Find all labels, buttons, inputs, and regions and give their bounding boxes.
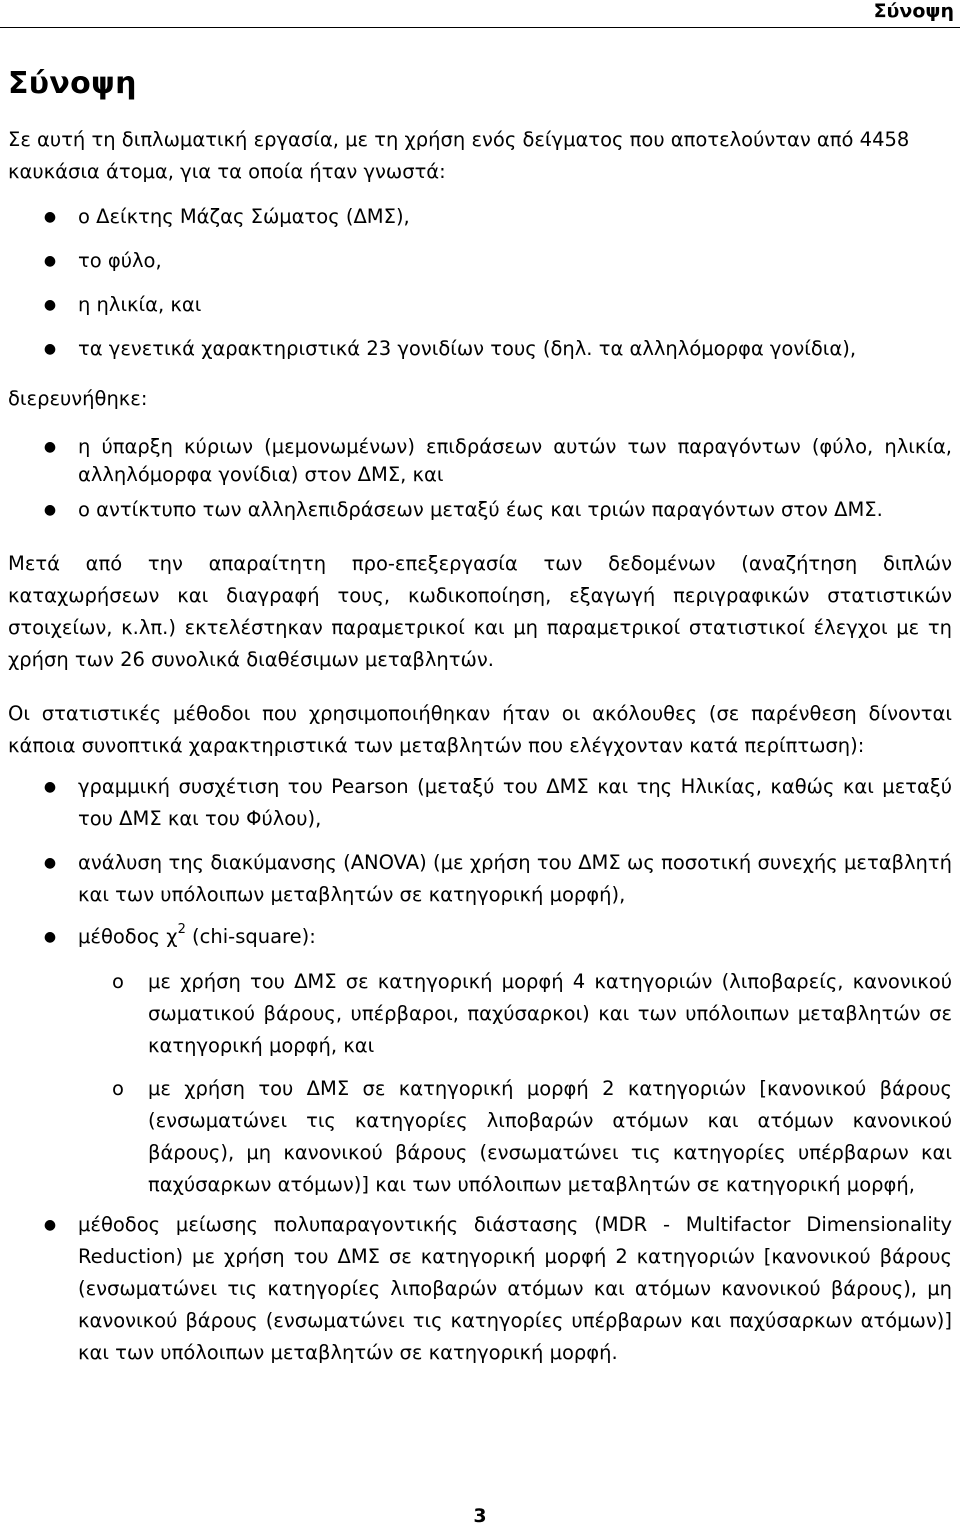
intro-paragraph: Σε αυτή τη διπλωματική εργασία, με τη χρήση ενός δείγματος που αποτελούνταν από 4458 καυκάσια άτομα, για τα οποία ήταν γνωστά: (8, 128, 910, 183)
running-header-title: Σύνοψη (873, 0, 954, 22)
running-header (0, 0, 960, 28)
chi-prefix: μέθοδος χ (78, 925, 178, 948)
bullet-icon: ● (43, 253, 57, 269)
list-item-text: η ηλικία, και (78, 293, 202, 316)
list-item-text: ο Δείκτης Μάζας Σώματος (ΔΜΣ), (78, 205, 410, 228)
investigated-label: διερευνήθηκε: (8, 387, 148, 410)
chi-suffix: (chi-square): (185, 925, 316, 948)
circle-bullet-icon: o (112, 970, 124, 993)
page-number: 3 (473, 1505, 487, 1527)
page-title: Σύνοψη (8, 66, 137, 101)
bullet-icon: ● (43, 341, 57, 357)
list-item-text: το φύλο, (78, 249, 162, 272)
preprocessing-paragraph: Μετά από την απαραίτητη προ-επεξεργασία των δεδομένων (αναζήτηση διπλών καταχωρήσεων και διαγραφή τους, κωδικοποίηση, εξαγωγή περιγραφικών στατιστικών στοιχείων, κ.λπ.) εκτελέστηκαν παραμετρικοί και μη παραμετρικοί στατιστικοί έλεγχοι με τη χρήση των 26 συνολικά διαθέσιμων μεταβλητών. (8, 552, 952, 671)
sub-list-item-text: με χρήση του ΔΜΣ σε κατηγορική μορφή 2 κατηγοριών [κανονικού βάρους (ενσωματώνει τις κατηγορίες λιποβαρών ατόμων και ατόμων κανονικού βάρους), μη κανονικού βάρους (ενσωματώνει τις κατηγορίες υπέρβαρων και παχύσαρκων ατόμων)] και των υπόλοιπων μεταβλητών σε κατηγορική μορφή, (148, 1077, 952, 1196)
bullet-icon: ● (43, 439, 57, 455)
list-item-text: γραμμική συσχέτιση του Pearson (μεταξύ του ΔΜΣ και της Ηλικίας, καθώς και μεταξύ του ΔΜΣ και του Φύλου), (78, 775, 952, 830)
bullet-icon: ● (43, 297, 57, 313)
bullet-icon: ● (43, 502, 57, 518)
list-item-text: η ύπαρξη κύριων (μεμονωμένων) επιδράσεων αυτών των παραγόντων (φύλο, ηλικία, αλληλόμορφα γονίδια) στον ΔΜΣ, και (78, 435, 952, 486)
bullet-icon: ● (43, 929, 57, 945)
circle-bullet-icon: o (112, 1077, 124, 1100)
methods-intro-paragraph: Οι στατιστικές μέθοδοι που χρησιμοποιήθηκαν ήταν οι ακόλουθες (σε παρένθεση δίνονται κάποια συνοπτικά χαρακτηριστικά των μεταβλητών που ελέγχονταν κατά περίπτωση): (8, 702, 952, 757)
bullet-icon: ● (43, 209, 57, 225)
list-item-text: ο αντίκτυπο των αλληλεπιδράσεων μεταξύ έως και τριών παραγόντων στον ΔΜΣ. (78, 498, 883, 521)
list-item-text: ανάλυση της διακύμανσης (ANOVA) (με χρήση του ΔΜΣ ως ποσοτική συνεχής μεταβλητή και των υπόλοιπων μεταβλητών σε κατηγορική μορφή), (78, 851, 952, 906)
list-item-text (78, 921, 952, 953)
list-item-text: τα γενετικά χαρακτηριστικά 23 γονιδίων τους (δηλ. τα αλληλόμορφα γονίδια), (78, 337, 857, 360)
chi-superscript: 2 (177, 921, 186, 937)
bullet-icon: ● (43, 1217, 57, 1233)
bullet-icon: ● (43, 779, 57, 795)
sub-list-item-text: με χρήση του ΔΜΣ σε κατηγορική μορφή 4 κατηγοριών (λιποβαρείς, κανονικού σωματικού βάρους, υπέρβαροι, παχύσαρκοι) και των υπόλοιπων μεταβλητών σε κατηγορική μορφή, και (148, 970, 952, 1057)
bullet-icon: ● (43, 855, 57, 871)
list-item-text: μέθοδος μείωσης πολυπαραγοντικής διάστασης (MDR - Multifactor Dimensionality Reduction) με χρήση του ΔΜΣ σε κατηγορική μορφή 2 κατηγοριών [κανονικού βάρους (ενσωματώνει τις κατηγορίες λιποβαρών ατόμων και ατόμων κανονικού βάρους), μη κανονικού βάρους (ενσωματώνει τις κατηγορίες υπέρβαρων και παχύσαρκων ατόμων)] και των υπόλοιπων μεταβλητών σε κατηγορική μορφή. (78, 1213, 952, 1364)
